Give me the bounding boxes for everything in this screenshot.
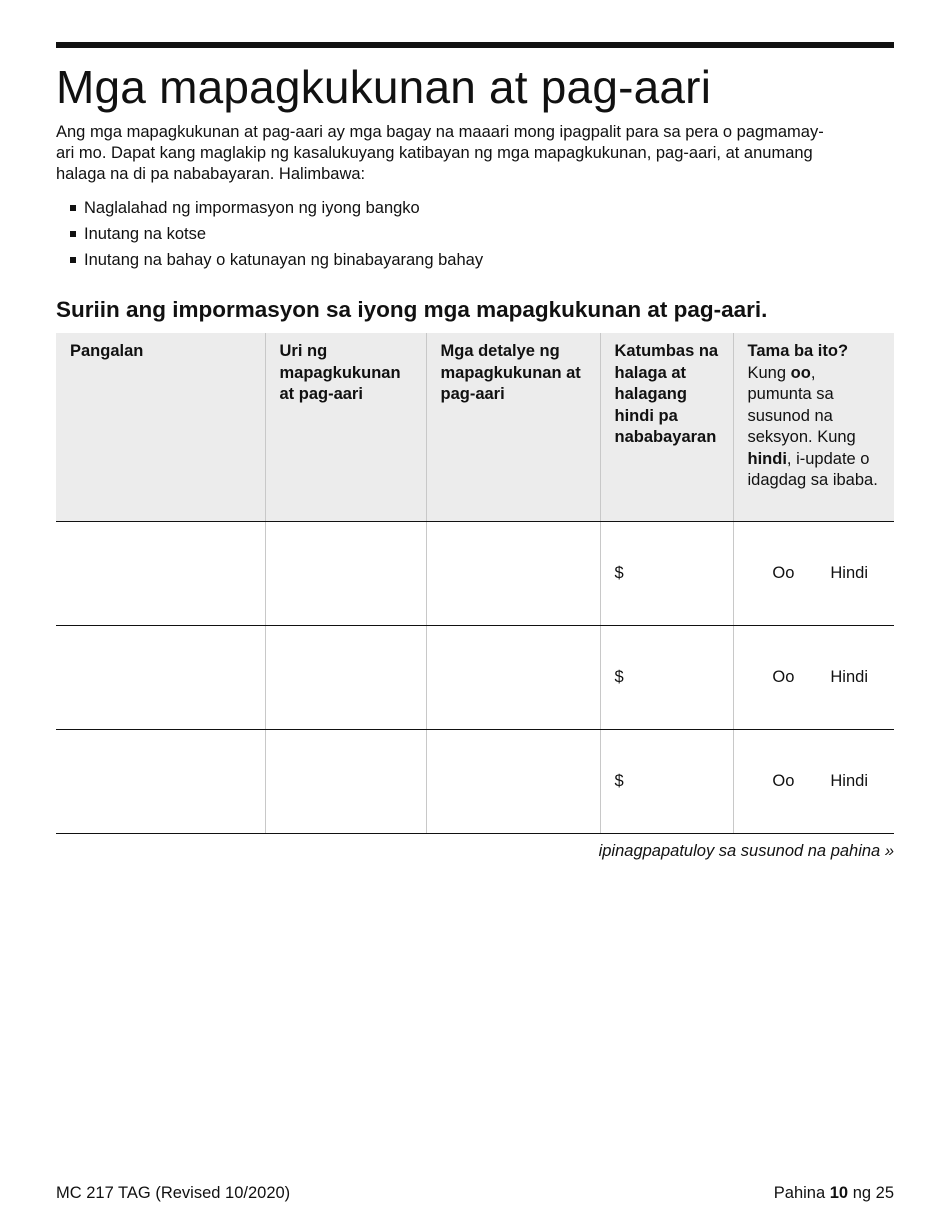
cell-correct: [733, 522, 894, 626]
list-item: Inutang na bahay o katunayan ng binabayarang bahay: [56, 247, 894, 273]
section-heading: Suriin ang impormasyon sa iyong mga mapagkukunan at pag-aari.: [56, 297, 768, 322]
form-id: MC 217 TAG (Revised 10/2020): [56, 1184, 291, 1202]
assets-table: [56, 333, 894, 834]
cell-details[interactable]: [426, 626, 600, 730]
bullet-icon: [70, 205, 76, 211]
top-rule: [56, 42, 894, 48]
header-type: Uri ng mapagkukunan at pag-aari: [265, 333, 426, 522]
intro-paragraph: Ang mga mapagkukunan at pag-aari ay mga bagay na maaari mong ipagpalit para sa pera o pagmamay-ari mo. Dapat kang maglakip ng kasalukuyang katibayan ng mga mapagkukunan, pag-aari, at anumang halaga na di pa nababayaran. Halimbawa:: [56, 123, 824, 183]
cell-name[interactable]: [56, 522, 265, 626]
header-correct-yes: oo: [790, 363, 811, 382]
page-number: 10: [829, 1184, 849, 1202]
examples-list: [56, 195, 894, 273]
table-header-row: [56, 333, 894, 522]
continued-note: ipinagpapatuloy sa susunod na pahina »: [598, 842, 894, 860]
header-value: Katumbas na halaga at halagang hindi pa nababayaran: [600, 333, 733, 522]
list-item: Inutang na kotse: [56, 221, 894, 247]
page: [56, 42, 894, 860]
cell-correct: [733, 626, 894, 730]
table-row: [56, 730, 894, 834]
cell-name[interactable]: [56, 730, 265, 834]
cell-details[interactable]: [426, 522, 600, 626]
yes-option[interactable]: Oo: [772, 772, 795, 790]
no-option[interactable]: Hindi: [830, 564, 868, 582]
cell-value[interactable]: [600, 730, 733, 834]
header-correct: Tama ba ito? Kung oo, pumunta sa susunod na seksyon. Kung hindi, i-update o idagdag sa ibaba.: [733, 333, 894, 522]
no-option[interactable]: Hindi: [830, 668, 868, 686]
cell-value[interactable]: [600, 522, 733, 626]
bullet-icon: [70, 257, 76, 263]
currency-symbol: $: [614, 772, 624, 790]
cell-details[interactable]: [426, 730, 600, 834]
cell-name[interactable]: [56, 626, 265, 730]
cell-type[interactable]: [265, 730, 426, 834]
header-correct-no: hindi: [747, 449, 787, 468]
list-item: Naglalahad ng impormasyon ng iyong bangko: [56, 195, 894, 221]
bullet-icon: [70, 231, 76, 237]
currency-symbol: $: [614, 668, 624, 686]
table-row: [56, 522, 894, 626]
page-indicator: Pahina 10 ng 25: [773, 1184, 894, 1202]
header-name: Pangalan: [56, 333, 265, 522]
cell-type[interactable]: [265, 626, 426, 730]
cell-type[interactable]: [265, 522, 426, 626]
cell-correct: [733, 730, 894, 834]
table-row: [56, 626, 894, 730]
yes-option[interactable]: Oo: [772, 668, 795, 686]
page-title: Mga mapagkukunan at pag-aari: [56, 61, 712, 113]
header-details: Mga detalye ng mapagkukunan at pag-aari: [426, 333, 600, 522]
currency-symbol: $: [614, 564, 624, 582]
cell-value[interactable]: [600, 626, 733, 730]
header-correct-title: Tama ba ito?: [747, 342, 849, 360]
yes-option[interactable]: Oo: [772, 564, 795, 582]
no-option[interactable]: Hindi: [830, 772, 868, 790]
